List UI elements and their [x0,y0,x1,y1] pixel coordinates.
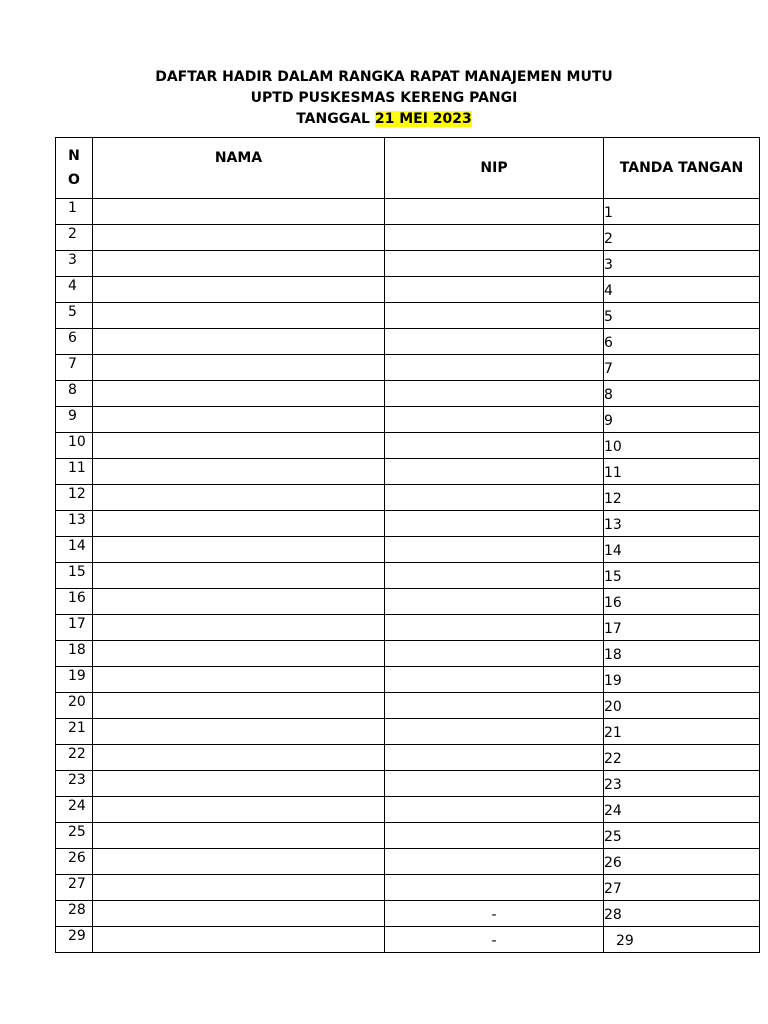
table-row [56,407,760,433]
nip-cell[interactable] [385,641,604,667]
nama-cell[interactable] [93,641,385,667]
table-row [56,251,760,277]
signature-cell[interactable]: 21 [604,719,760,745]
row-number: 14 [56,537,93,563]
nip-cell[interactable]: - [385,901,604,927]
row-number: 29 [56,927,93,953]
nip-cell[interactable] [385,355,604,381]
nama-cell[interactable] [93,485,385,511]
signature-cell[interactable]: 2 [604,225,760,251]
nip-cell[interactable] [385,719,604,745]
row-number: 8 [56,381,93,407]
signature-cell[interactable]: 29 [604,927,760,953]
signature-cell[interactable]: 15 [604,563,760,589]
date-prefix: TANGGAL [296,111,375,127]
table-row [56,875,760,901]
signature-cell[interactable]: 12 [604,485,760,511]
row-number: 28 [56,901,93,927]
signature-cell[interactable]: 18 [604,641,760,667]
row-number: 7 [56,355,93,381]
signature-cell[interactable]: 14 [604,537,760,563]
signature-cell[interactable]: 6 [604,329,760,355]
row-number: 1 [56,199,93,225]
signature-cell[interactable]: 4 [604,277,760,303]
table-row [56,563,760,589]
nama-cell[interactable] [93,927,385,953]
row-number: 10 [56,433,93,459]
nip-cell[interactable] [385,875,604,901]
nama-cell[interactable] [93,251,385,277]
row-number: 20 [56,693,93,719]
signature-cell[interactable]: 5 [604,303,760,329]
nama-cell[interactable] [93,667,385,693]
nip-cell[interactable] [385,303,604,329]
signature-cell[interactable]: 23 [604,771,760,797]
table-row [56,693,760,719]
row-number: 3 [56,251,93,277]
table-row [56,381,760,407]
table-row [56,433,760,459]
nama-cell[interactable] [93,277,385,303]
row-number: 15 [56,563,93,589]
row-number: 4 [56,277,93,303]
column-header-nama: NAMA [93,138,385,199]
nama-cell[interactable] [93,719,385,745]
table-row [56,901,760,927]
row-number: 11 [56,459,93,485]
row-number: 12 [56,485,93,511]
document-header [0,67,768,130]
table-row [56,511,760,537]
nama-cell[interactable] [93,771,385,797]
title-line-1: DAFTAR HADIR DALAM RANGKA RAPAT MANAJEMEN MUTU [155,69,613,85]
row-number: 22 [56,745,93,771]
nama-cell[interactable] [93,849,385,875]
nama-cell[interactable] [93,511,385,537]
table-row [56,823,760,849]
nip-cell[interactable] [385,615,604,641]
table-row [56,355,760,381]
signature-cell[interactable]: 3 [604,251,760,277]
nama-cell[interactable] [93,901,385,927]
row-number: 23 [56,771,93,797]
nama-cell[interactable] [93,303,385,329]
nip-cell[interactable] [385,667,604,693]
table-row [56,771,760,797]
signature-cell[interactable]: 17 [604,615,760,641]
row-number: 25 [56,823,93,849]
table-row [56,459,760,485]
nama-cell[interactable] [93,355,385,381]
table-row [56,719,760,745]
table-row [56,849,760,875]
nip-cell[interactable] [385,693,604,719]
nip-cell[interactable] [385,199,604,225]
row-number: 6 [56,329,93,355]
table-row [56,615,760,641]
nama-cell[interactable] [93,381,385,407]
nama-cell[interactable] [93,745,385,771]
column-header-no: N O [56,138,93,199]
row-number: 13 [56,511,93,537]
table-row [56,199,760,225]
row-number: 2 [56,225,93,251]
nama-cell[interactable] [93,797,385,823]
nip-cell[interactable] [385,459,604,485]
signature-cell[interactable]: 16 [604,589,760,615]
signature-cell[interactable]: 20 [604,693,760,719]
nama-cell[interactable] [93,433,385,459]
nip-cell[interactable] [385,797,604,823]
table-row [56,589,760,615]
signature-cell[interactable]: 25 [604,823,760,849]
table-header-row [56,138,760,199]
nama-cell[interactable] [93,823,385,849]
nip-cell[interactable] [385,407,604,433]
nama-cell[interactable] [93,615,385,641]
table-row [56,537,760,563]
nip-cell[interactable] [385,849,604,875]
nama-cell[interactable] [93,693,385,719]
row-number: 21 [56,719,93,745]
nip-cell[interactable] [385,823,604,849]
row-number: 24 [56,797,93,823]
row-number: 5 [56,303,93,329]
table-row [56,485,760,511]
table-row [56,927,760,953]
signature-cell[interactable]: 19 [604,667,760,693]
table-row [56,797,760,823]
nip-cell[interactable] [385,745,604,771]
nama-cell[interactable] [93,225,385,251]
nip-cell[interactable] [385,563,604,589]
table-row [56,641,760,667]
row-number: 18 [56,641,93,667]
nama-cell[interactable] [93,407,385,433]
table-row [56,303,760,329]
row-number: 27 [56,875,93,901]
nip-cell[interactable] [385,251,604,277]
table-row [56,277,760,303]
nip-cell[interactable]: - [385,927,604,953]
nama-cell[interactable] [93,199,385,225]
nama-cell[interactable] [93,589,385,615]
nip-cell[interactable] [385,485,604,511]
nip-cell[interactable] [385,381,604,407]
signature-cell[interactable]: 11 [604,459,760,485]
row-number: 16 [56,589,93,615]
signature-cell[interactable]: 27 [604,875,760,901]
table-row [56,225,760,251]
row-number: 17 [56,615,93,641]
signature-cell[interactable]: 8 [604,381,760,407]
signature-cell[interactable]: 28 [604,901,760,927]
nip-cell[interactable] [385,225,604,251]
signature-cell[interactable]: 7 [604,355,760,381]
title-line-3 [0,109,768,130]
nama-cell[interactable] [93,459,385,485]
signature-cell[interactable]: 24 [604,797,760,823]
attendance-table [55,137,760,953]
meeting-date: 21 MEI 2023 [374,111,472,127]
row-number: 19 [56,667,93,693]
row-number: 26 [56,849,93,875]
nama-cell[interactable] [93,875,385,901]
nip-cell[interactable] [385,511,604,537]
signature-cell[interactable]: 9 [604,407,760,433]
nama-cell[interactable] [93,537,385,563]
table-row [56,745,760,771]
nama-cell[interactable] [93,329,385,355]
attendance-rows [56,199,760,953]
nama-cell[interactable] [93,563,385,589]
nip-cell[interactable] [385,277,604,303]
signature-cell[interactable]: 1 [604,199,760,225]
row-number: 9 [56,407,93,433]
column-header-tanda-tangan: TANDA TANGAN [604,138,760,199]
signature-cell[interactable]: 26 [604,849,760,875]
column-header-nip: NIP [385,138,604,199]
nip-cell[interactable] [385,329,604,355]
signature-cell[interactable]: 13 [604,511,760,537]
nip-cell[interactable] [385,589,604,615]
table-row [56,667,760,693]
nip-cell[interactable] [385,433,604,459]
signature-cell[interactable]: 10 [604,433,760,459]
nip-cell[interactable] [385,771,604,797]
title-line-2: UPTD PUSKESMAS KERENG PANGI [250,90,518,106]
nip-cell[interactable] [385,537,604,563]
table-row [56,329,760,355]
signature-cell[interactable]: 22 [604,745,760,771]
